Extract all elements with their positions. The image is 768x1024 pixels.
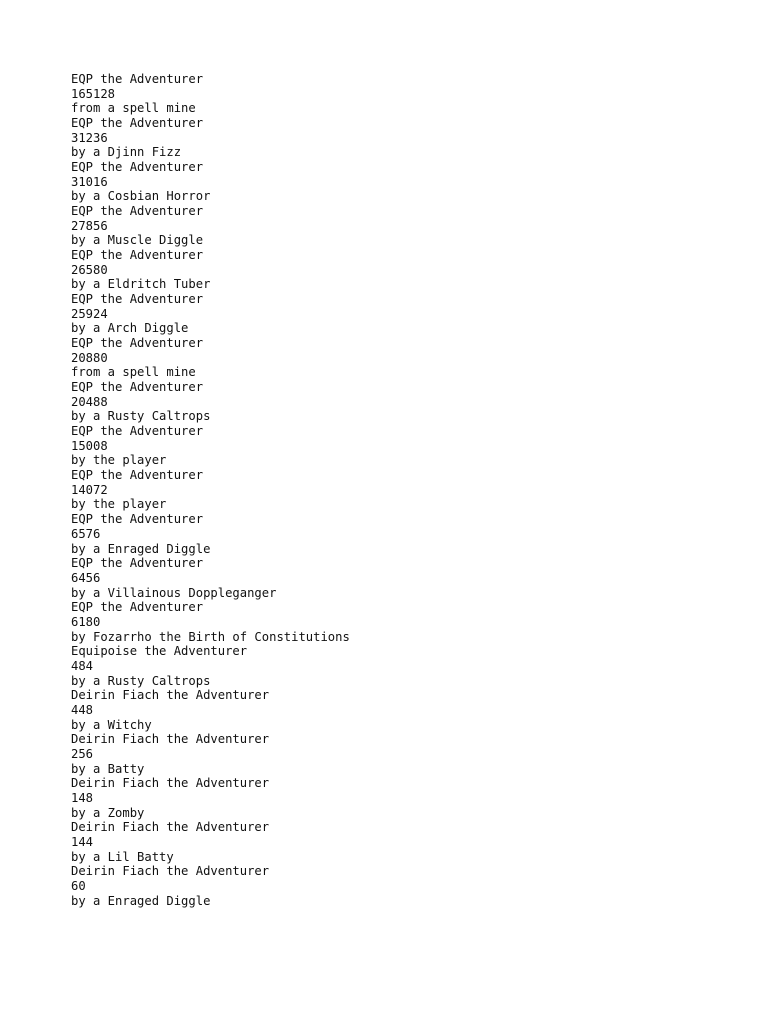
entry-cause: from a spell mine: [71, 101, 196, 116]
score-entry: [71, 424, 350, 468]
score-entry: [71, 72, 350, 116]
score-entry: [71, 160, 350, 204]
entry-score: 256: [71, 746, 94, 761]
entry-name: EQP the Adventurer: [71, 424, 204, 439]
entry-score: 60: [71, 878, 86, 893]
entry-name: Deirin Fiach the Adventurer: [71, 776, 270, 791]
score-entry: [71, 380, 350, 424]
entry-cause: by a Batty: [71, 761, 145, 776]
score-entry: [71, 336, 350, 380]
entry-cause: by a Muscle Diggle: [71, 233, 204, 248]
entry-cause: by a Eldritch Tuber: [71, 277, 211, 292]
score-entry: [71, 556, 350, 600]
entry-cause: by a Lil Batty: [71, 849, 174, 864]
score-entry: [71, 732, 350, 776]
entry-cause: by a Arch Diggle: [71, 321, 189, 336]
entry-score: 27856: [71, 218, 108, 233]
entry-name: Equipoise the Adventurer: [71, 644, 248, 659]
entry-score: 25924: [71, 306, 108, 321]
entry-cause: by a Djinn Fizz: [71, 145, 182, 160]
entry-name: Deirin Fiach the Adventurer: [71, 820, 270, 835]
entry-name: EQP the Adventurer: [71, 336, 204, 351]
entry-name: Deirin Fiach the Adventurer: [71, 864, 270, 879]
entry-score: 6180: [71, 614, 101, 629]
entry-cause: by a Witchy: [71, 717, 152, 732]
score-entry: [71, 864, 350, 908]
entry-score: 6576: [71, 526, 101, 541]
entry-score: 484: [71, 658, 94, 673]
entry-name: EQP the Adventurer: [71, 292, 204, 307]
entry-name: Deirin Fiach the Adventurer: [71, 688, 270, 703]
entry-score: 14072: [71, 482, 108, 497]
score-entry: [71, 600, 350, 644]
entry-score: 20880: [71, 350, 108, 365]
score-entry: [71, 688, 350, 732]
entry-name: EQP the Adventurer: [71, 468, 204, 483]
entry-score: 448: [71, 702, 94, 717]
entry-cause: by a Enraged Diggle: [71, 541, 211, 556]
score-entry: [71, 204, 350, 248]
score-entry: [71, 512, 350, 556]
score-entry: [71, 776, 350, 820]
entry-score: 26580: [71, 262, 108, 277]
entry-cause: by a Enraged Diggle: [71, 893, 211, 908]
entry-score: 148: [71, 790, 94, 805]
entry-cause: by Fozarrho the Birth of Constitutions: [71, 629, 350, 644]
entry-cause: by the player: [71, 453, 167, 468]
entry-name: EQP the Adventurer: [71, 600, 204, 615]
entry-cause: by the player: [71, 497, 167, 512]
score-log: [71, 72, 350, 908]
score-entry: [71, 292, 350, 336]
entry-name: EQP the Adventurer: [71, 204, 204, 219]
entry-cause: by a Rusty Caltrops: [71, 673, 211, 688]
entry-score: 31236: [71, 130, 108, 145]
entry-score: 15008: [71, 438, 108, 453]
entry-score: 31016: [71, 174, 108, 189]
entry-name: EQP the Adventurer: [71, 160, 204, 175]
entry-cause: by a Villainous Doppleganger: [71, 585, 277, 600]
entry-name: EQP the Adventurer: [71, 556, 204, 571]
entry-name: EQP the Adventurer: [71, 72, 204, 86]
entry-name: EQP the Adventurer: [71, 380, 204, 395]
entry-score: 6456: [71, 570, 101, 585]
entry-cause: from a spell mine: [71, 365, 196, 380]
entry-name: Deirin Fiach the Adventurer: [71, 732, 270, 747]
score-entry: [71, 248, 350, 292]
entry-score: 20488: [71, 394, 108, 409]
entry-cause: by a Zomby: [71, 805, 145, 820]
entry-cause: by a Cosbian Horror: [71, 189, 211, 204]
score-entry: [71, 468, 350, 512]
entry-cause: by a Rusty Caltrops: [71, 409, 211, 424]
entry-name: EQP the Adventurer: [71, 248, 204, 263]
entry-score: 144: [71, 834, 94, 849]
score-entry: [71, 116, 350, 160]
score-entry: [71, 644, 350, 688]
entry-score: 165128: [71, 86, 116, 101]
entry-name: EQP the Adventurer: [71, 512, 204, 527]
entry-name: EQP the Adventurer: [71, 116, 204, 131]
score-entry: [71, 820, 350, 864]
